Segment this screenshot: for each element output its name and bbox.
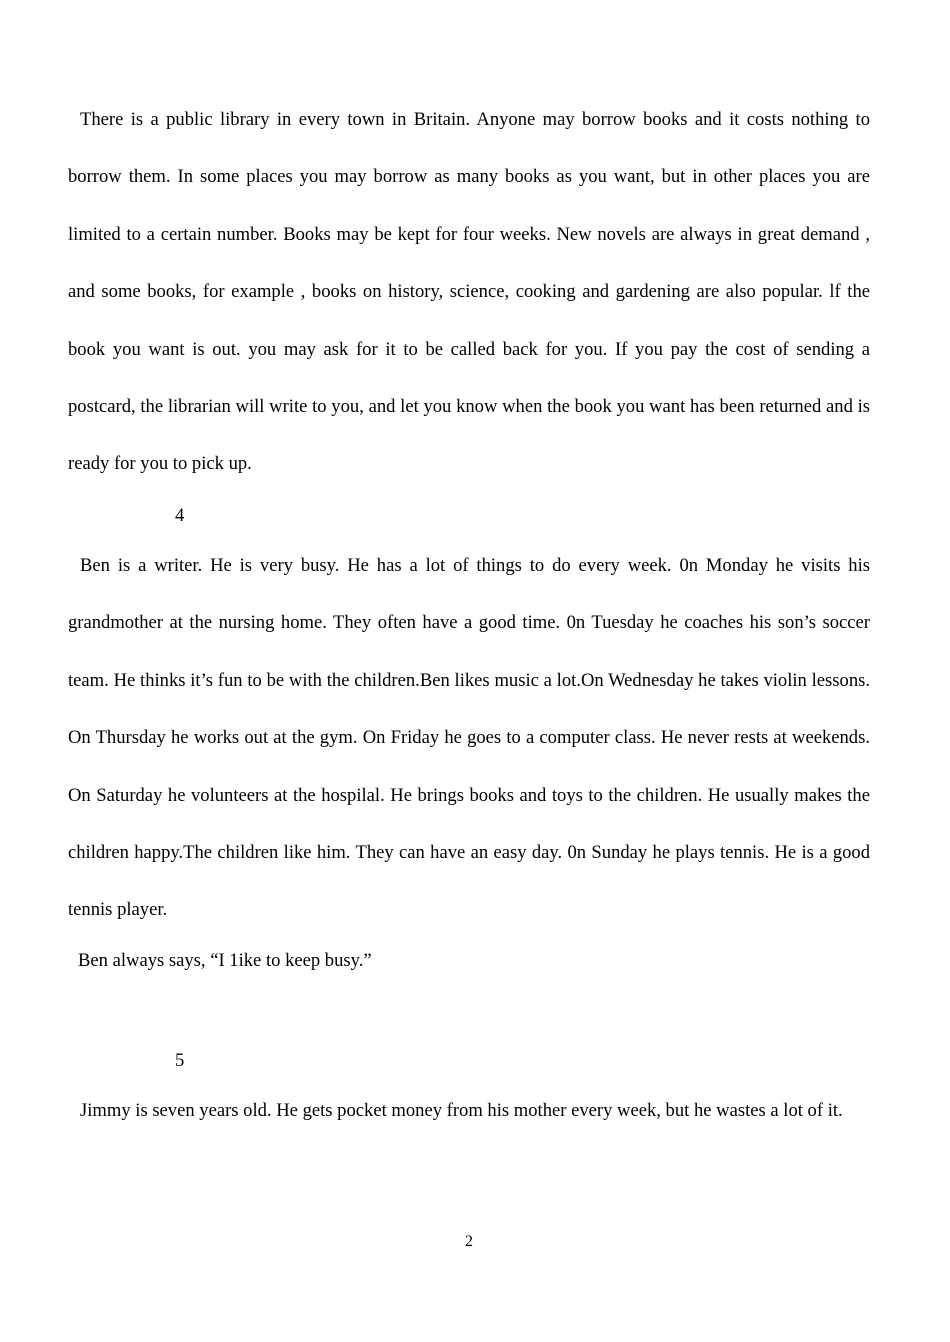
passage-jimmy-paragraph: Jimmy is seven years old. He gets pocket money from his mother every week, but he wastes a lot of it.	[80, 1100, 843, 1121]
page-number: 2	[465, 1233, 473, 1250]
passage-library-paragraph: There is a public library in every town in Britain. Anyone may borrow books and it costs nothing to borrow them. In some places you may borrow as many books as you want, but in other places you are limited to a certain number. Books may be kept for four weeks. New novels are always in great demand , and some books, for example , books on history, science, cooking and gardening are also popular. lf the book you want is out. you may ask for it to be called back for you. If you pay the cost of sending a postcard, the librarian will write to you, and let you know when the book you want has been returned and is ready for you to pick up.	[68, 109, 870, 475]
passage-number-5: 5	[175, 1050, 185, 1071]
passage-ben-paragraph: Ben is a writer. He is very busy. He has a lot of things to do every week. 0n Monday he visits his grandmother at the nursing home. They often have a good time. 0n Tuesday he coaches his son’s soccer team. He thinks it’s fun to be with the children.Ben likes music a lot.On Wednesday he takes violin lessons. On Thursday he works out at the gym. On Friday he goes to a computer class. He never rests at weekends. On Saturday he volunteers at the hospilal. He brings books and toys to the children. He usually makes the children happy.The children like him. They can have an easy day. 0n Sunday he plays tennis. He is a good tennis player.	[68, 555, 870, 921]
passage-ben-closing-line: Ben always says, “I 1ike to keep busy.”	[78, 950, 372, 971]
passage-number-4: 4	[175, 505, 185, 526]
